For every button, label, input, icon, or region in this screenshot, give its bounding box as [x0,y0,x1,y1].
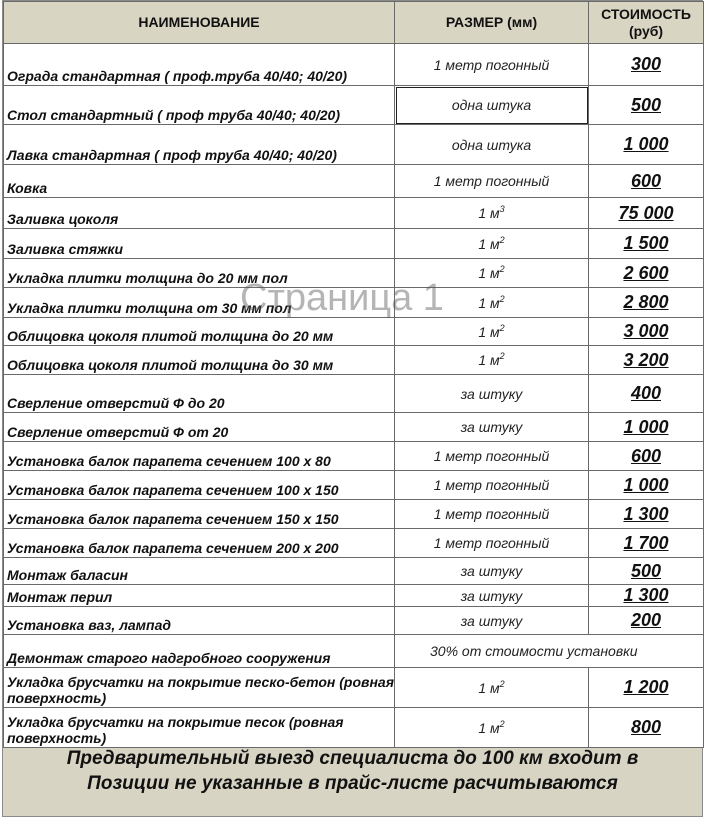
unit-exponent: 2 [499,234,505,245]
row-size: одна штука [395,86,589,125]
row-name: Установка балок парапета сечением 100 х 80 [4,442,395,471]
row-price: 75 000 [589,198,704,229]
row-price: 800 [589,708,704,748]
table-row [4,529,704,558]
table-row [4,635,704,668]
unit-exponent: 2 [499,293,505,304]
price-table [3,1,704,748]
row-price: 1 000 [589,413,704,442]
unit-exponent: 2 [499,718,505,729]
row-size: 1 метр погонный [395,529,589,558]
table-row [4,471,704,500]
row-price: 300 [589,44,704,86]
header-price-line1: СТОИМОСТЬ [601,5,691,22]
row-size: 1 метр погонный [395,442,589,471]
row-size: за штуку [395,413,589,442]
table-row [4,318,704,346]
table-row [4,165,704,198]
row-name: Заливка цоколя [4,198,395,229]
row-name: Лавка стандартная ( проф труба 40/40; 40/20) [4,125,395,165]
row-size: 1 метр погонный [395,500,589,529]
row-size: 1 $м^2$ [395,708,589,748]
row-size: 1 метр погонный [395,44,589,86]
row-name: Монтаж баласин [4,558,395,585]
table-row [4,44,704,86]
header-price-line2: (руб) [628,22,664,39]
row-size: 1 $м^2$ [395,288,589,318]
row-name: Укладка плитки толщина до 20 мм пол [4,259,395,288]
row-price: 3 000 [589,318,704,346]
header-price [589,2,704,44]
table-row [4,125,704,165]
row-price: 1 200 [589,668,704,708]
row-size: 1 $м^3$ [395,198,589,229]
row-size: 1 $м^2$ [395,318,589,346]
table-row [4,259,704,288]
row-name: Установка ваз, лампад [4,607,395,635]
row-size: 1 метр погонный [395,165,589,198]
row-price: 2 600 [589,259,704,288]
row-name: Облицовка цоколя плитой толщина до 20 мм [4,318,395,346]
header-name: НАИМЕНОВАНИЕ [4,2,395,44]
price-sheet [2,0,703,817]
row-size: 30% от стоимости установки [395,635,704,668]
table-row [4,585,704,607]
row-price: 2 800 [589,288,704,318]
footer-line-1: Предварительный выезд специалиста до 100 км входит в [66,748,639,769]
footer-line-2: Позиции не указанные в прайс-листе расчитываются [87,773,618,794]
row-price: 1 500 [589,229,704,259]
row-name: Укладка плитки толщина от 30 мм пол [4,288,395,318]
row-name: Укладка брусчатки на покрытие песок (ровная поверхность) [4,708,395,748]
row-price: 600 [589,442,704,471]
row-size: 1 $м^2$ [395,668,589,708]
table-row [4,668,704,708]
row-price: 400 [589,375,704,413]
row-name: Стол стандартный ( проф труба 40/40; 40/20) [4,86,395,125]
table-row [4,229,704,259]
row-price: 1 300 [589,500,704,529]
table-row [4,442,704,471]
row-name: Монтаж перил [4,585,395,607]
table-row [4,86,704,125]
table-row [4,558,704,585]
unit-exponent: 2 [499,351,505,361]
row-size: одна штука [395,125,589,165]
table-row [4,346,704,375]
table-row [4,198,704,229]
row-price: 500 [589,86,704,125]
header-size: РАЗМЕР (мм) [395,2,589,44]
row-size: за штуку [395,558,589,585]
unit-exponent: 2 [499,322,505,333]
unit-exponent: 2 [499,678,505,689]
row-price: 500 [589,558,704,585]
table-row [4,708,704,748]
row-name: Установка балок парапета сечением 200 х 200 [4,529,395,558]
row-size: за штуку [395,375,589,413]
table-row [4,375,704,413]
row-price: 1 300 [589,585,704,607]
row-name: Сверление отверстий Ф до 20 [4,375,395,413]
row-size: 1 метр погонный [395,471,589,500]
row-size: 1 $м^2$ [395,229,589,259]
row-size: 1 $м^2$ [395,346,589,375]
row-price: 1 000 [589,471,704,500]
row-name: Облицовка цоколя плитой толщина до 30 мм [4,346,395,375]
row-name: Ковка [4,165,395,198]
row-price: 3 200 [589,346,704,375]
row-size: 1 $м^2$ [395,259,589,288]
row-name: Установка балок парапета сечением 150 х 150 [4,500,395,529]
row-name: Сверление отверстий Ф от 20 [4,413,395,442]
row-price: 1 000 [589,125,704,165]
row-name: Заливка стяжки [4,229,395,259]
unit-exponent: 3 [499,204,505,214]
footer-note [3,746,702,796]
page-watermark: Страница 1 [240,277,444,319]
row-price: 1 700 [589,529,704,558]
table-row [4,288,704,318]
table-row [4,500,704,529]
row-price: 200 [589,607,704,635]
row-name: Демонтаж старого надгробного сооружения [4,635,395,668]
row-size: за штуку [395,585,589,607]
row-size: за штуку [395,607,589,635]
table-row [4,607,704,635]
row-name: Установка балок парапета сечением 100 х 150 [4,471,395,500]
row-price: 600 [589,165,704,198]
row-name: Ограда стандартная ( проф.труба 40/40; 40/20) [4,44,395,86]
row-name: Укладка брусчатки на покрытие песко-бетон (ровная поверхность) [4,668,395,708]
table-row [4,413,704,442]
header-row [4,2,704,44]
unit-exponent: 2 [499,264,505,274]
